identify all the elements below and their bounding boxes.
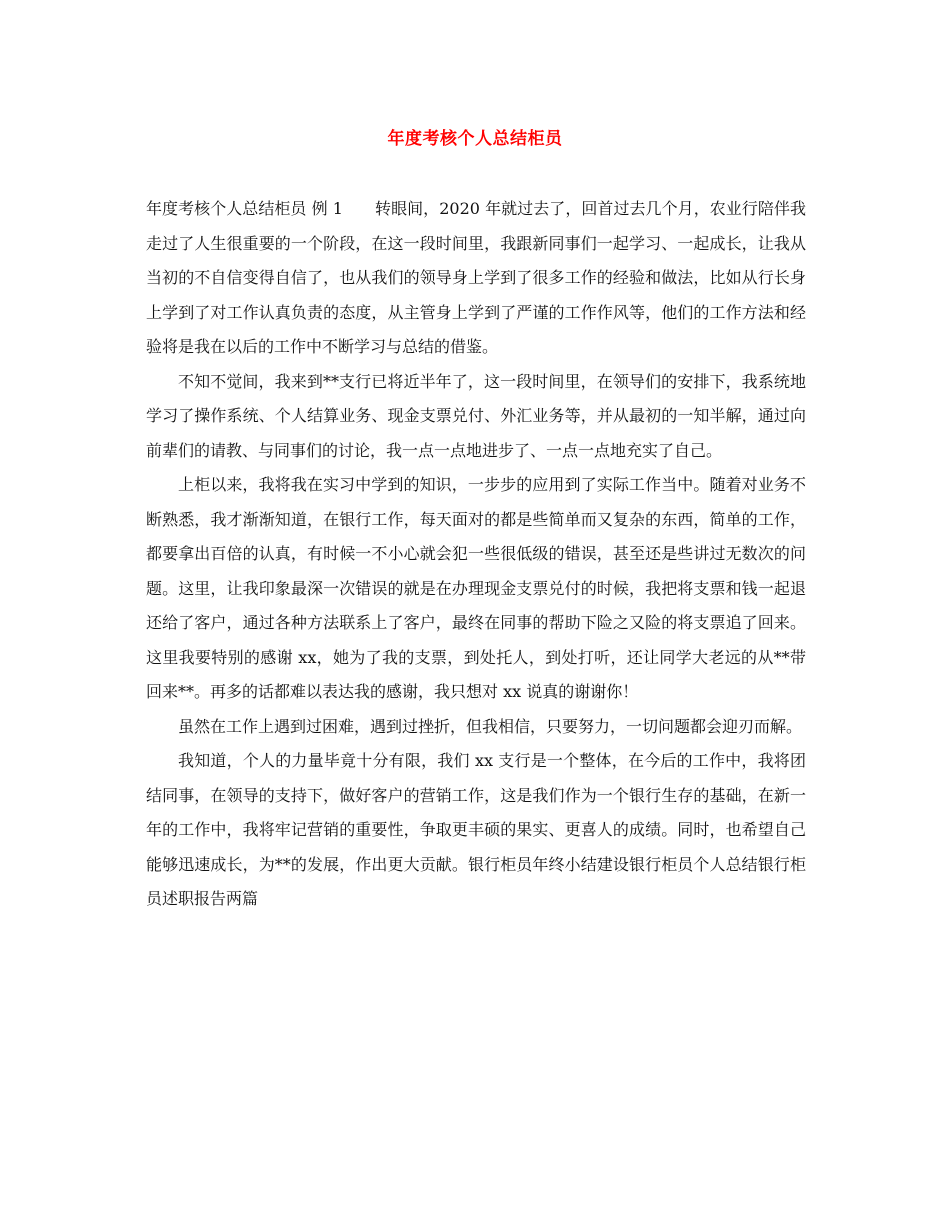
paragraph-2: 不知不觉间，我来到**支行已将近半年了，这一段时间里，在领导们的安排下，我系统地学习了操作系统、个人结算业务、现金支票兑付、外汇业务等，并从最初的一知半解，通过向前辈们的请教、与同事们的讨论，我一点一点地进步了、一点一点地充实了自己。 — [146, 371, 806, 460]
document-title: 年度考核个人总结柜员 — [387, 129, 563, 149]
paragraph-1-text: 转眼间，2020 年就过去了，回首过去几个月，农业行陪伴我走过了人生很重要的一个阶段，在这一段时间里，我跟新同事们一起学习、一起成长，让我从当初的不自信变得自信了，也从我们的领导身上学到了很多工作的经验和做法，比如从行长身上学到了对工作认真负责的态度，从主管身上学到了严谨的工作作风等，他们的工作方法和经验将是我在以后的工作中不断学习与总结的借鉴。 — [146, 199, 806, 356]
document-body — [146, 192, 806, 917]
paragraph-3: 上柜以来，我将我在实习中学到的知识，一步步的应用到了实际工作当中。随着对业务不断熟悉，我才渐渐知道，在银行工作，每天面对的都是些简单而又复杂的东西，简单的工作，都要拿出百倍的认真，有时候一不小心就会犯一些很低级的错误，甚至还是些讲过无数次的问题。这里，让我印象最深一次错误的就是在办理现金支票兑付的时候，我把将支票和钱一起退还给了客户，通过各种方法联系上了客户，最终在同事的帮助下险之又险的将支票追了回来。这里我要特别的感谢 xx，她为了我的支票，到处托人，到处打听，还让同学大老远的从**带回来**。再多的话都难以表达我的感谢，我只想对 xx 说真的谢谢你！ — [146, 475, 806, 701]
example-label: 年度考核个人总结柜员 例 1 — [146, 199, 343, 218]
paragraph-5: 我知道，个人的力量毕竟十分有限，我们 xx 支行是一个整体，在今后的工作中，我将团结同事，在领导的支持下，做好客户的营销工作，这是我们作为一个银行生存的基础，在新一年的工作中，我将牢记营销的重要性，争取更丰硕的果实、更喜人的成绩。同时，也希望自己能够迅速成长，为**的发展，作出更大贡献。银行柜员年终小结建设银行柜员个人总结银行柜员述职报告两篇 — [146, 751, 806, 908]
paragraph-1 — [146, 192, 806, 365]
paragraph-4: 虽然在工作上遇到过困难，遇到过挫折，但我相信，只要努力，一切问题都会迎刃而解。 — [178, 716, 803, 736]
